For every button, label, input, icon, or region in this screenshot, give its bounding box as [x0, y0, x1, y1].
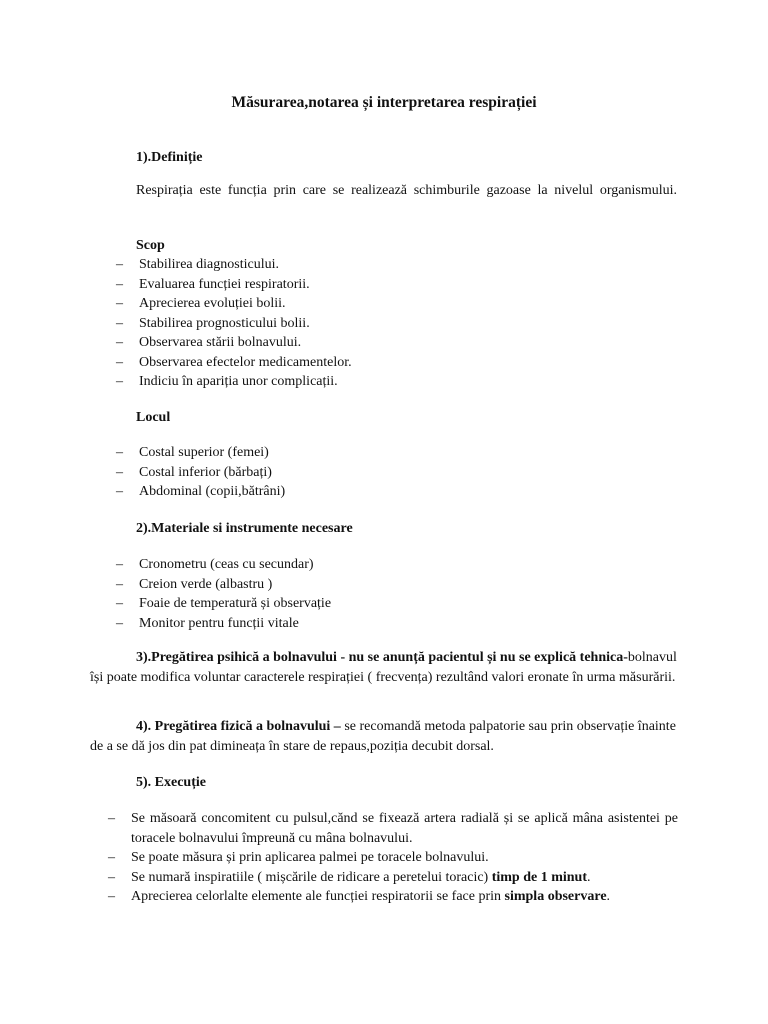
list-item: – Stabilirea prognosticului bolii. — [116, 315, 310, 331]
materiale-heading: 2).Materiale si instrumente necesare — [136, 521, 353, 536]
definitie-text: Respirația este funcția prin care se realizează schimburile gazoase la nivelul organismului. — [136, 183, 677, 198]
pregatire-psihica-text: bolnavul își poate modifica voluntar caracterele respirației ( frecvența) rezultând valori eronate în urma măsurării. — [90, 650, 677, 685]
scop-list — [116, 255, 536, 392]
list-item: – Observarea efectelor medicamentelor. — [116, 354, 352, 370]
locul-list — [116, 443, 536, 502]
list-item: – Costal inferior (bărbați) — [116, 464, 272, 480]
list-item: – Monitor pentru funcții vitale — [116, 615, 299, 631]
definitie-heading: 1).Definiție — [136, 150, 203, 165]
list-item: – Stabilirea diagnosticului. — [116, 257, 279, 272]
pregatire-fizica-paragraph — [90, 717, 680, 756]
list-item: – Se măsoară concomitent cu pulsul,cănd se fixează artera radială și se aplică mâna asistentei pe toracele bolnavului împreună cu mâna bolnavului. — [108, 811, 678, 846]
executie-heading: 5). Execuție — [136, 775, 206, 790]
list-item: – Evaluarea funcției respiratorii. — [116, 276, 310, 292]
list-item: – Se poate măsura și prin aplicarea palmei pe toracele bolnavului. — [108, 850, 489, 865]
pregatire-fizica-text: se recomandă metoda palpatorie sau prin observație înainte de a se dă jos din pat dimineața în stare de repaus,poziția decubit dorsal. — [90, 719, 676, 754]
executie-list — [108, 809, 678, 907]
pregatire-psihica-heading: 3).Pregătirea psihică a bolnavului - nu se anunță pacientul și nu se explică tehnica- — [136, 650, 628, 665]
list-item: – Abdominal (copii,bătrâni) — [116, 484, 286, 499]
list-item: – Cronometru (ceas cu secundar) — [116, 557, 314, 572]
list-item: – Indiciu în apariția unor complicații. — [116, 374, 338, 389]
list-item: – Observarea stării bolnavului. — [116, 335, 302, 350]
list-item: – Costal superior (femei) — [116, 445, 269, 460]
pregatire-psihica-paragraph — [90, 648, 680, 687]
list-item: – Se numară inspiratiile ( mișcările de ridicare a peretelui toracic) timp de 1 minut. — [108, 869, 591, 885]
pregatire-fizica-heading: 4). Pregătirea fizică a bolnavului – — [136, 719, 341, 734]
list-item: – Aprecierea evoluției bolii. — [116, 296, 286, 311]
scop-heading: Scop — [136, 238, 165, 253]
materiale-list — [116, 555, 536, 633]
list-item: – Foaie de temperatură și observație — [116, 596, 332, 611]
list-item: – Aprecierea celorlalte elemente ale funcției respiratorii se face prin simpla observare. — [108, 889, 611, 904]
document-title: Măsurarea,notarea și interpretarea respirației — [231, 94, 537, 111]
list-item: – Creion verde (albastru ) — [116, 576, 273, 592]
locul-heading: Locul — [136, 410, 171, 425]
